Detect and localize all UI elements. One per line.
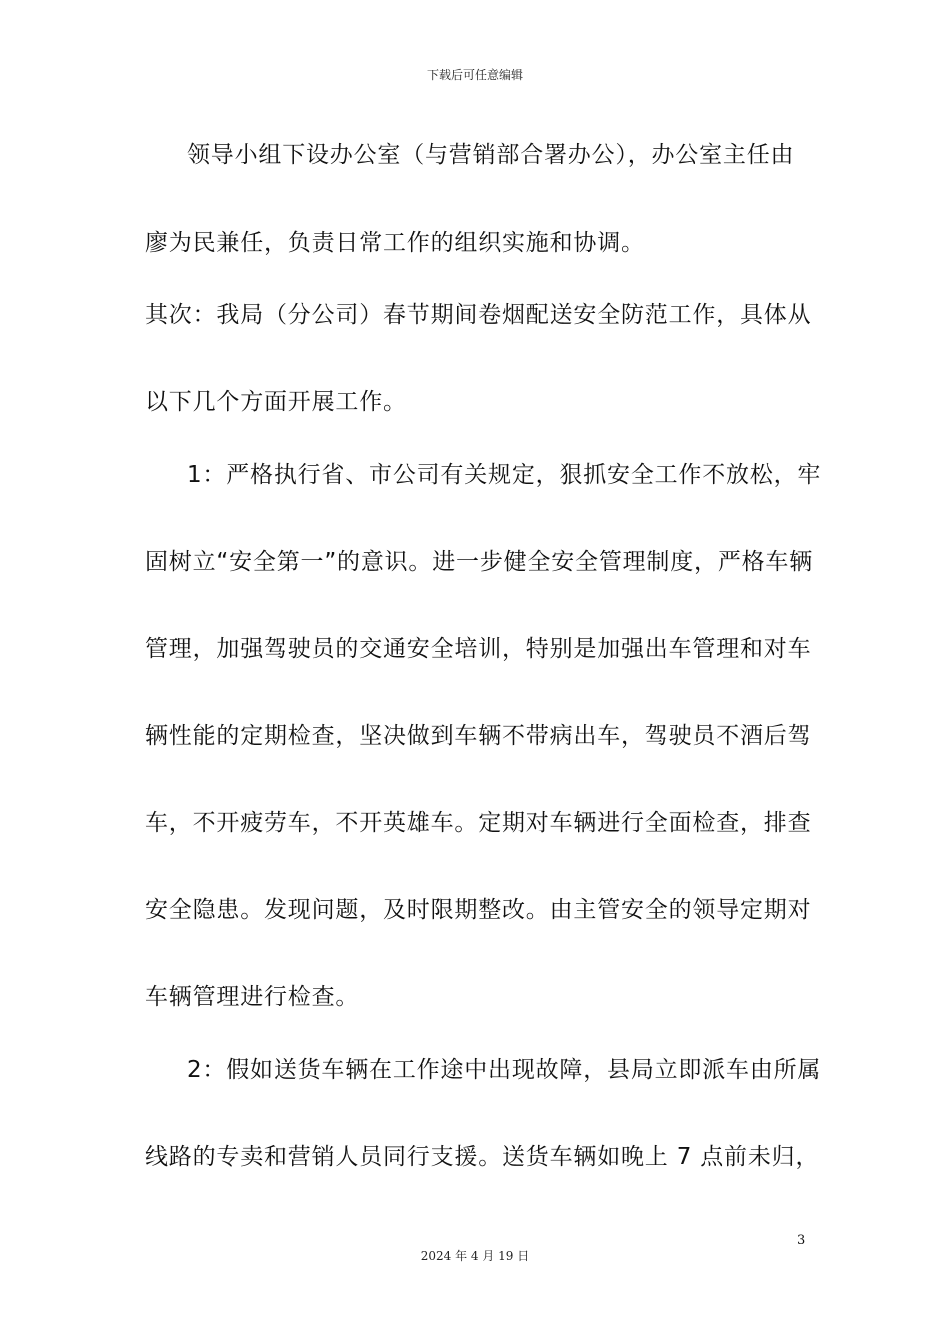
body-line-10: 安全隐患。发现问题，及时限期整改。由主管安全的领导定期对 [145, 897, 812, 923]
body-line-8: 辆性能的定期检查，坚决做到车辆不带病出车，驾驶员不酒后驾 [145, 723, 812, 749]
body-line-4: 以下几个方面开展工作。 [145, 389, 407, 415]
body-line-2: 廖为民兼任，负责日常工作的组织实施和协调。 [145, 230, 645, 256]
body-line-11: 车辆管理进行检查。 [145, 984, 360, 1010]
body-line-12: 2：假如送货车辆在工作途中出现故障，县局立即派车由所属 [187, 1057, 822, 1083]
body-line-7: 管理，加强驾驶员的交通安全培训，特别是加强出车管理和对车 [145, 636, 812, 662]
body-line-13: 线路的专卖和营销人员同行支援。送货车辆如晚上 7 点前未归， [145, 1144, 820, 1170]
body-line-9: 车，不开疲劳车，不开英雄车。定期对车辆进行全面检查，排查 [145, 810, 812, 836]
footer-date: 2024 年 4 月 19 日 [420, 1249, 530, 1263]
body-line-3: 其次：我局（分公司）春节期间卷烟配送安全防范工作，具体从 [145, 302, 812, 328]
page-header: 下载后可任意编辑 [426, 68, 523, 82]
page-number: 3 [797, 1233, 806, 1248]
body-line-5: 1：严格执行省、市公司有关规定，狠抓安全工作不放松，牢 [187, 462, 822, 488]
body-line-6: 固树立“安全第一”的意识。进一步健全安全管理制度，严格车辆 [145, 549, 814, 575]
body-line-1: 领导小组下设办公室（与营销部合署办公），办公室主任由 [187, 142, 795, 168]
